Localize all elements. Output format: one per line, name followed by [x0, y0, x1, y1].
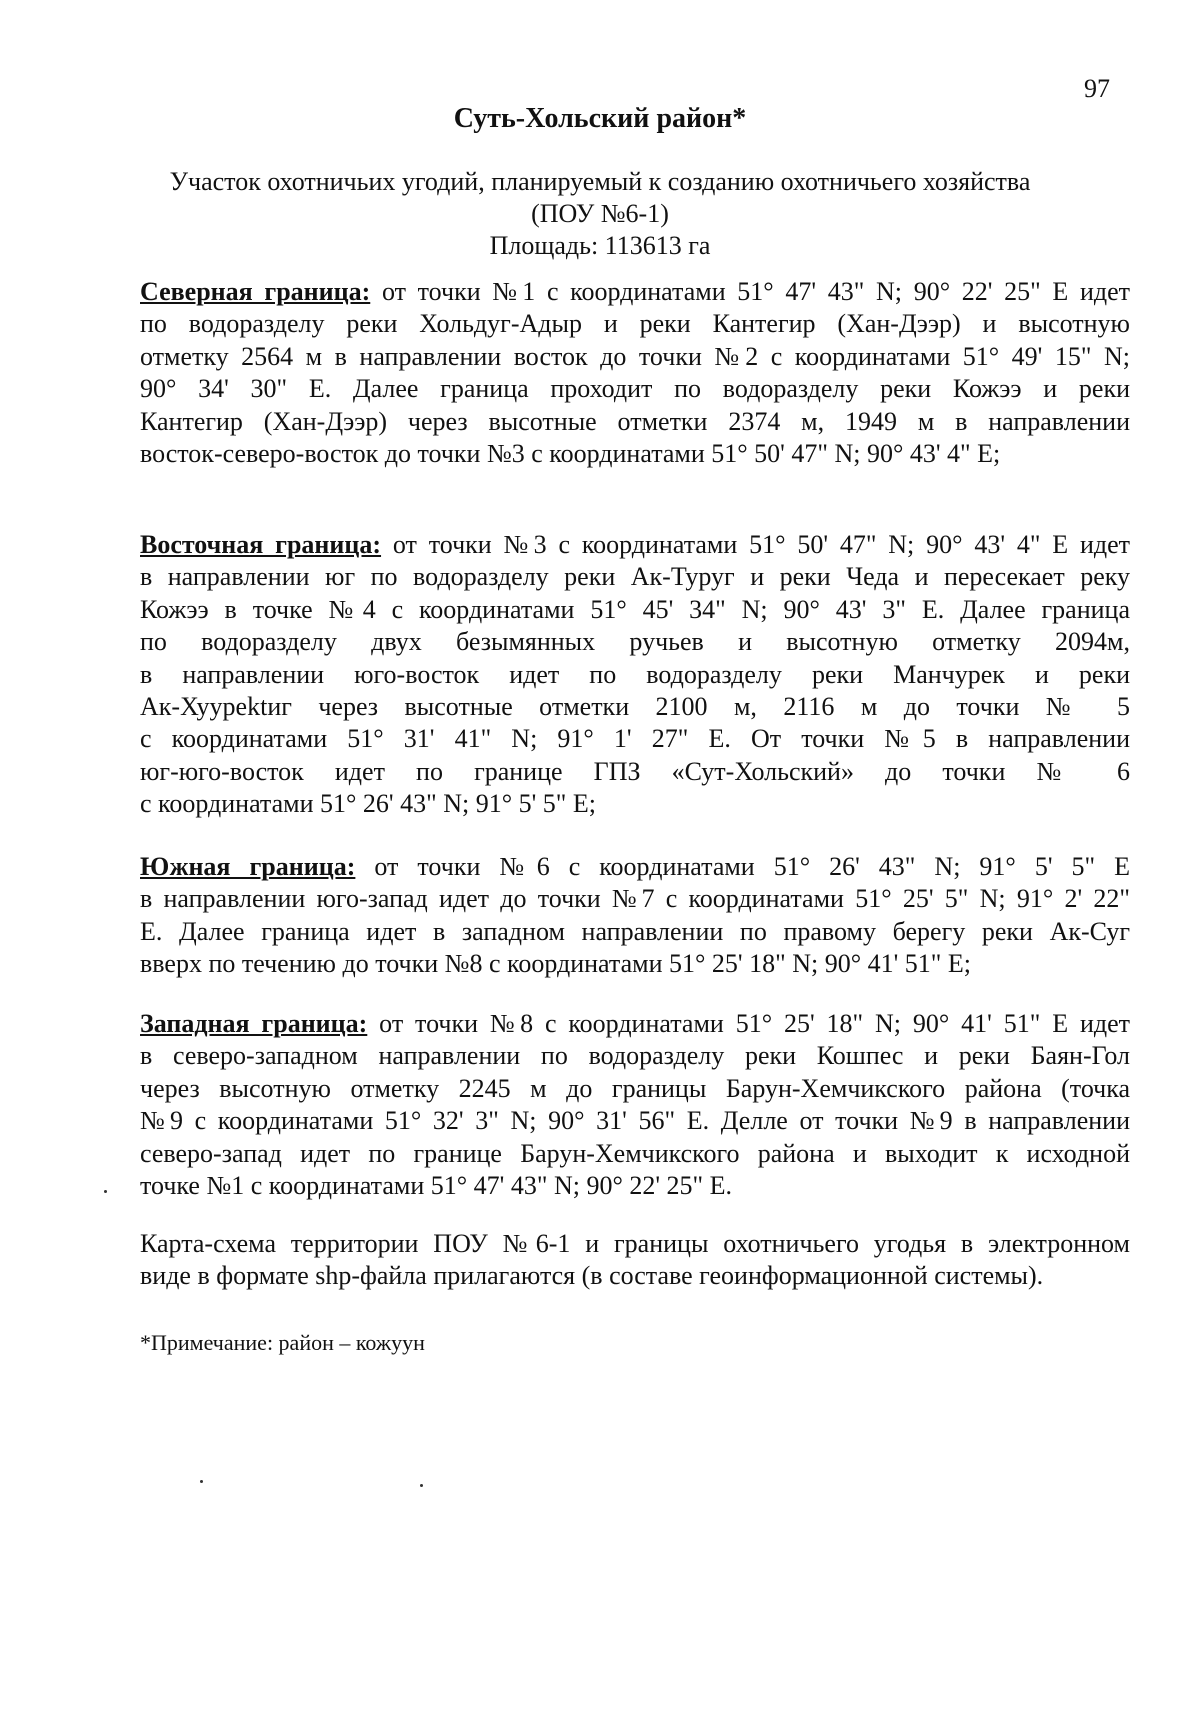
plot-area: Площадь: 113613 га [489, 231, 711, 260]
east-boundary-line-9: с координатами 51° 26' 43" N; 91° 5' 5" E; [140, 789, 597, 819]
west-boundary-heading: Западная граница: [140, 1009, 368, 1038]
east-boundary-heading: Восточная граница: [140, 530, 382, 559]
west-boundary-line-2: в северо-западном направлении по водоразделу реки Кошпес и реки Баян-Гол [140, 1041, 1130, 1071]
east-boundary-line-1: Восточная граница: от точки №3 с координатами 51° 50' 47" N; 90° 43' 4" E идет [140, 530, 1130, 559]
east-boundary-section [140, 529, 1130, 821]
south-boundary-line-1: Южная граница: от точки №6 с координатами 51° 26' 43" N; 91° 5' 5" E [140, 852, 1130, 881]
north-boundary-line-4: 90° 34' 30" E. Далее граница проходит по водоразделу реки Кожээ и реки [140, 374, 1130, 404]
south-boundary-section [140, 851, 1130, 981]
north-boundary-line-1: Северная граница: от точки №1 с координатами 51° 47' 43" N; 90° 22' 25" E идет [140, 277, 1130, 306]
west-boundary-line-1: Западная граница: от точки №8 с координатами 51° 25' 18" N; 90° 41' 51" E идет [140, 1009, 1130, 1038]
district-title: Суть-Хольский район* [453, 103, 747, 134]
north-boundary-line-5: Кантегир (Хан-Дээр) через высотные отметки 2374 м, 1949 м в направлении [140, 406, 1130, 436]
east-boundary-line-4: по водоразделу двух безымянных ручьев и высотную отметку 2094м, [140, 627, 1130, 657]
map-note-section [140, 1228, 1130, 1293]
south-boundary-line-2: в направлении юго-запад идет до точки №7 с координатами 51° 25' 5" N; 91° 2' 22" [140, 884, 1130, 914]
south-boundary-line-3: E. Далее граница идет в западном направлении по правому берегу реки Ак-Суг [140, 916, 1130, 946]
map-note-line-1: Карта-схема территории ПОУ №6-1 и границы охотничьего угодья в электронном [140, 1229, 1130, 1258]
north-boundary-line-6: восток-северо-восток до точки №3 с координатами 51° 50' 47" N; 90° 43' 4" E; [140, 438, 1001, 468]
east-boundary-line-8: юг-юго-восток идет по границе ГПЗ «Сут-Хольский» до точки № 6 [140, 756, 1130, 786]
page-number: 97 [1084, 74, 1110, 103]
south-boundary-line-4: вверх по течению до точки №8 с координатами 51° 25' 18" N; 90° 41' 51" E; [140, 949, 971, 979]
east-boundary-line-2: в направлении юг по водоразделу реки Ак-Туруг и реки Чеда и пересекает реку [140, 562, 1130, 592]
north-boundary-heading: Северная граница: [140, 277, 371, 306]
east-boundary-line-5: в направлении юго-восток идет по водоразделу реки Манчурек и реки [140, 659, 1130, 689]
west-boundary-line-6: точке №1 с координатами 51° 47' 43" N; 90° 22' 25" E. [140, 1170, 733, 1200]
scan-speck [104, 1190, 107, 1193]
scan-speck [420, 1484, 423, 1487]
south-boundary-heading: Южная граница: [140, 852, 356, 881]
plot-description [0, 166, 1200, 262]
plot-purpose: Участок охотничьих угодий, планируемый к созданию охотничьего хозяйства [169, 167, 1031, 196]
map-note-line-2: виде в формате shp-файла прилагаются (в составе геоинформационной системы). [140, 1261, 1044, 1291]
north-boundary-line-3: отметку 2564 м в направлении восток до точки №2 с координатами 51° 49' 15" N; [140, 341, 1130, 371]
north-boundary-line-2: по водоразделу реки Хольдуг-Адыр и реки Кантегир (Хан-Дээр) и высотную [140, 309, 1130, 339]
west-boundary-section [140, 1008, 1130, 1202]
west-boundary-line-5: северо-запад идет по границе Барун-Хемчикского района и выходит к исходной [140, 1138, 1130, 1168]
north-boundary-section [140, 276, 1130, 470]
west-boundary-line-3: через высотную отметку 2245 м до границы Барун-Хемчикского района (точка [140, 1073, 1130, 1103]
east-boundary-line-3: Кожээ в точке №4 с координатами 51° 45' 34" N; 90° 43' 3" E. Далее граница [140, 594, 1130, 624]
plot-id: (ПОУ №6-1) [531, 199, 669, 228]
east-boundary-line-6: Ак-Хуурektиг через высотные отметки 2100 м, 2116 м до точки № 5 [140, 691, 1130, 721]
footnote: *Примечание: район – кожуун [140, 1330, 425, 1355]
west-boundary-line-4: №9 с координатами 51° 32' 3" N; 90° 31' 56" E. Делле от точки №9 в направлении [140, 1106, 1130, 1136]
east-boundary-line-7: с координатами 51° 31' 41" N; 91° 1' 27" E. От точки №5 в направлении [140, 724, 1130, 754]
scan-speck [200, 1480, 203, 1483]
